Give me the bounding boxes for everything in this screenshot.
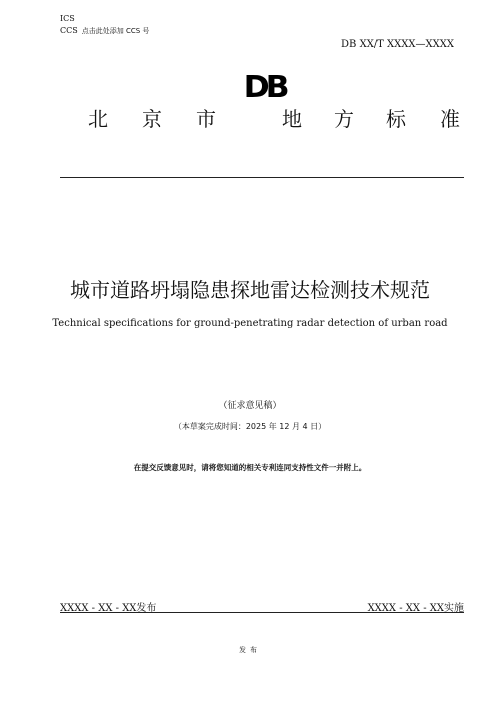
patent-notice: 在提交反馈意见时，请将您知道的相关专利连同支持性文件一并附上。: [133, 463, 367, 472]
ccs-placeholder[interactable]: 点击此处添加 CCS 号: [81, 27, 150, 35]
gov-char-1: 北: [88, 107, 108, 131]
db-logo-text: DB: [243, 70, 286, 105]
footer-divider: [60, 612, 464, 613]
db-logo: [243, 70, 299, 105]
header-divider: [60, 177, 464, 178]
standard-number: DB XX/T XXXX—XXXX: [341, 39, 454, 50]
draft-status: （征求意见稿）: [218, 401, 282, 411]
completion-date: （本草案完成时间：2025 年 12 月 4 日）: [173, 422, 327, 431]
implement-date: XXXX - XX - XX实施: [367, 603, 464, 614]
issuer: 发布: [239, 646, 261, 654]
gov-char-5: 方: [334, 107, 354, 131]
title-chinese: 城市道路坍塌隐患探地雷达检测技术规范: [70, 278, 430, 302]
ics-label: ICS: [60, 14, 75, 23]
issue-date: XXXX - XX - XX发布: [60, 603, 157, 614]
gov-char-3: 市: [196, 107, 216, 131]
ccs-text: CCS: [60, 26, 78, 35]
ccs-label: [60, 26, 149, 36]
title-english: Technical specifications for ground-penetrating radar detection of urban road: [52, 318, 448, 329]
gov-char-4: 地: [282, 107, 302, 131]
gov-char-6: 标: [386, 107, 406, 131]
gov-char-2: 京: [142, 107, 162, 131]
gov-char-7: 准: [440, 107, 460, 131]
